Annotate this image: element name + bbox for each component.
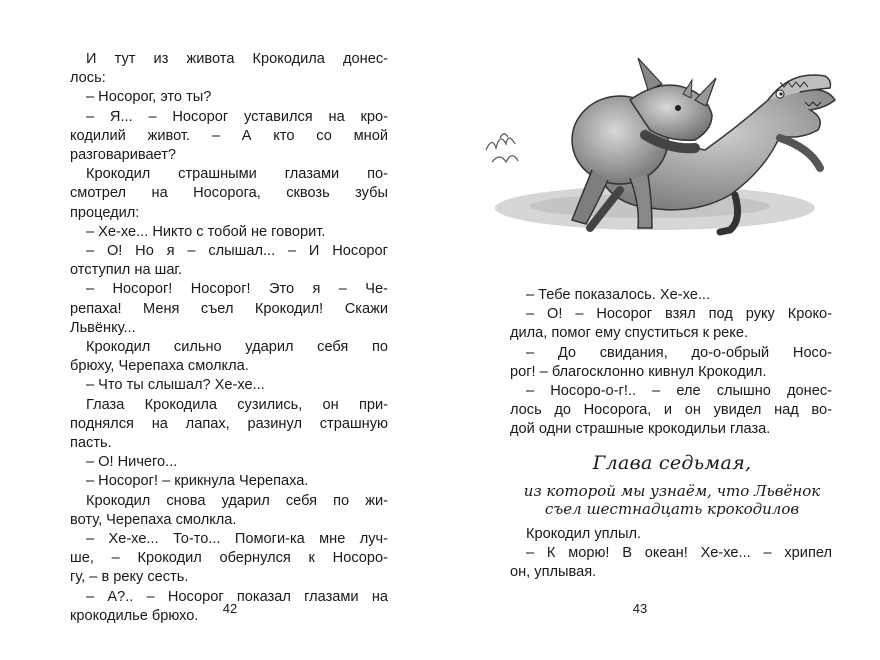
text-line: Львёнку... (70, 319, 136, 336)
text-line: – Хе-хе... Никто с тобой не говорит. (86, 223, 326, 240)
text-line: брюху, Черепаха смолкла. (70, 358, 249, 375)
text-line: – О! Ничего... (86, 454, 178, 471)
chapter-title: Глава седьмая, (592, 452, 752, 474)
text-line: лось: (70, 70, 106, 87)
text-line: процедил: (70, 204, 140, 221)
page-number-right: 43 (632, 601, 648, 616)
text-line: ше, – Крокодил обернулся к Носоро- (70, 550, 388, 567)
text-line: – О! Но я – слышал... – И Носорог (86, 243, 388, 260)
text-line: дила, помог ему спуститься к реке. (510, 325, 749, 342)
text-line: гу, – в реку сесть. (70, 569, 189, 586)
text-line: пасть. (70, 435, 112, 452)
text-line: Крокодил уплыл. (526, 526, 642, 542)
text-line: крокодилье брюхо. (70, 607, 199, 624)
left-page-text (70, 50, 388, 626)
text-line: Крокодил страшными глазами по- (86, 166, 388, 183)
text-line: – Носорог, это ты? (86, 89, 212, 106)
grass-tuft (486, 134, 518, 162)
right-page-text (510, 286, 832, 440)
text-line: И тут из живота Крокодила донес- (86, 51, 388, 67)
text-line: – А?.. – Носорог показал глазами на (86, 588, 388, 605)
text-line: – До свидания, до-о-обрый Носо- (526, 344, 832, 361)
text-line: лось до Носорога, и он увидел над во- (510, 402, 832, 419)
right-page-text-after-chapter (510, 525, 832, 583)
text-line: – Что ты слышал? Хе-хе... (86, 377, 265, 394)
text-line: Глаза Крокодила сузились, он при- (86, 396, 388, 413)
text-line: воту, Черепаха смолкла. (70, 511, 237, 528)
text-line: рог! – благосклонно кивнул Крокодил. (510, 363, 767, 380)
chapter-subtitle-line-2: съел шестнадцать крокодилов (544, 500, 800, 518)
text-line: – Носоро-о-г!.. – еле слышно донес- (526, 383, 832, 400)
text-line: – О! – Носорог взял под руку Кроко- (526, 306, 832, 323)
text-line: – Тебе показалось. Хе-хе... (526, 287, 710, 303)
text-line: разговаривает? (70, 147, 176, 164)
text-line: – Носорог! Носорог! Это я – Че- (86, 281, 388, 298)
text-line: кодилий живот. – А кто со мной (70, 127, 388, 144)
text-line: – Носорог! – крикнула Черепаха. (86, 473, 309, 490)
text-line: – Я... – Носорог уставился на кро- (86, 108, 388, 125)
right-page (440, 0, 880, 660)
text-line: репаха! Меня съел Крокодил! Скажи (70, 300, 388, 317)
text-line: дой одни страшные крокодильи глаза. (510, 421, 771, 438)
text-line: отступил на шаг. (70, 262, 183, 279)
text-line: поднялся на лапах, разинул страшную (70, 415, 388, 432)
rhino-crocodile-illustration (480, 30, 840, 270)
text-line: – Хе-хе... То-то... Помоги-ка мне луч- (86, 531, 388, 548)
page-number-left: 42 (222, 601, 238, 616)
text-line: Крокодил снова ударил себя по жи- (86, 492, 388, 509)
text-line: – К морю! В океан! Хе-хе... – хрипел (526, 545, 832, 562)
text-line: Крокодил сильно ударил себя по (86, 339, 388, 356)
chapter-subtitle-line-1: из которой мы узнаём, что Львёнок (523, 482, 821, 500)
text-line: он, уплывая. (510, 564, 597, 581)
text-line: смотрел на Носорога, сквозь зубы (70, 185, 388, 202)
